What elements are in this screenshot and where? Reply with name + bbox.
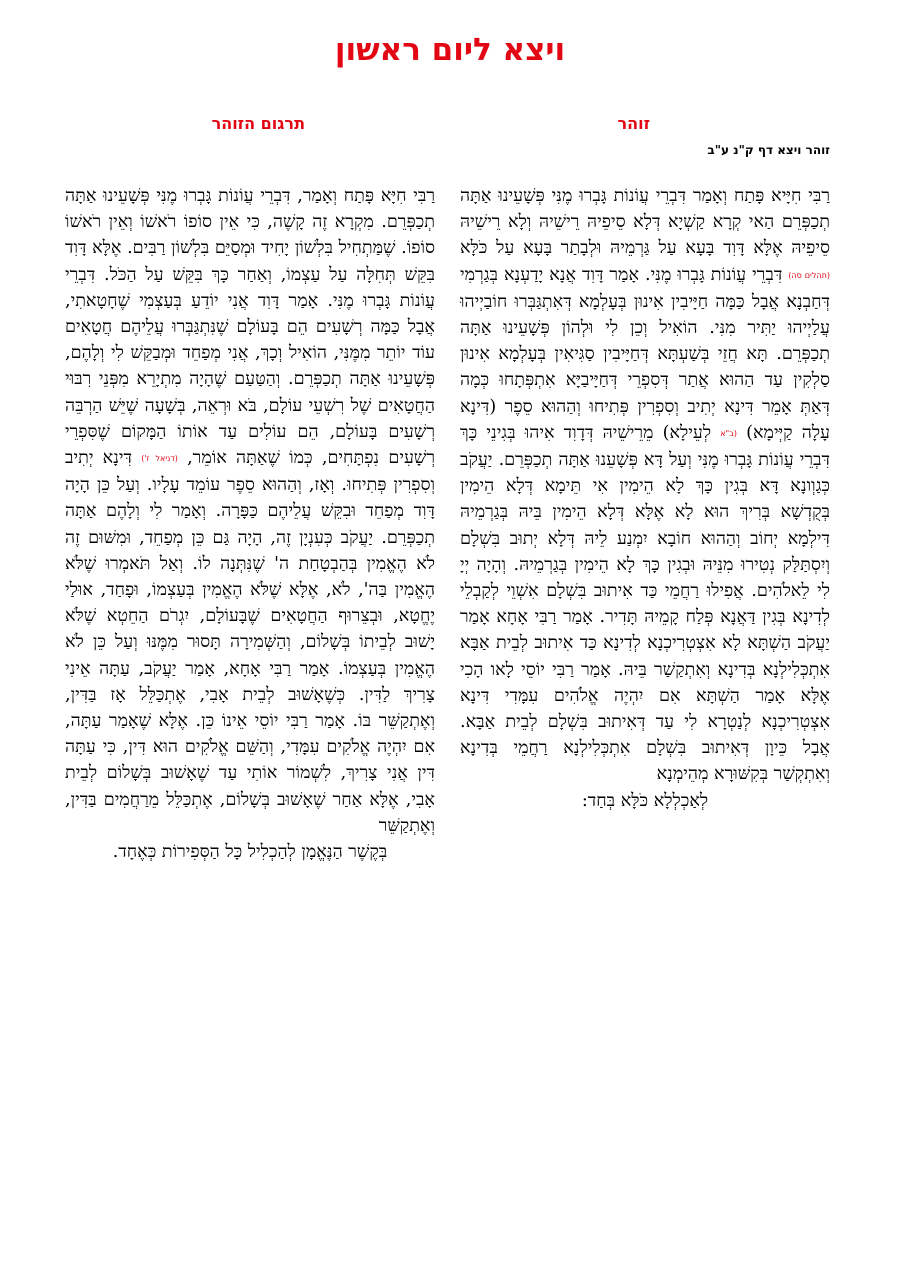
- translation-text-end: בְּקֶשֶׁר הַנֶּאֱמָן לְהַכְלִיל כָּל הַסְּפִירוֹת כְּאֶחָד.: [112, 842, 388, 863]
- source-reference: זוהר ויצא דף ק"נ ע"ב: [707, 143, 830, 157]
- zohar-text-end: לְאַכְלְלָא כֹּלָּא בְּחַד:: [581, 790, 709, 811]
- page-title: ויצא ליום ראשון: [334, 32, 566, 68]
- translation-text: [65, 183, 435, 839]
- zohar-text-part-1: רַבִּי חִיָּיא פָּתַח וְאָמַר דִּבְרֵי עֲוֹנוֹת גָּבְרוּ מֶנִּי פְּשָׁעֵינוּ אַתָּה תְכַפְּרֵם הַאי קְרָא קַשְׁיָא דְּלָא סֵיפֵיהּ רֵישֵׁיהּ וְלָא רֵישֵׁיהּ סֵיפֵיהּ אֶלָּא דָּוִד בָּעָא עַל גַּרְמֵיהּ וּלְבָתַר בָּעָא עַל כֹּלָּא: [460, 186, 830, 259]
- zohar-citation-2: (ב"א: [720, 428, 737, 438]
- zohar-aramaic-column: [460, 183, 830, 814]
- translation-citation-1: (דניאל ז'): [141, 454, 178, 464]
- zohar-text: [460, 183, 830, 788]
- translation-text-part-1: רַבִּי חִיָּא פָּתַח וְאָמַר, דִּבְרֵי עֲוֹנוֹת גָּבְרוּ מֶנִּי פְּשָׁעֵינוּ אַתָּה תְכַפְּרֵם. מִקְרָא זֶה קָשֶׁה, כִּי אֵין סוֹפוֹ רֹאשׁוֹ וְאֵין רֹאשׁוֹ סוֹפוֹ. שֶׁמַּתְחִיל בִּלְשׁוֹן יָחִיד וּמְסַיֵּם בִּלְשׁוֹן רַבִּים. אֶלָּא דָּוִד בִּקֵּשׁ תְּחִלָּה עַל עַצְמוֹ, וְאַחַר כָּךְ בִּקֵּשׁ עַל הַכֹּל. דִּבְרֵי עֲוֹנוֹת גָּבְרוּ מֶנִּי. אָמַר דָּוִד אֲנִי יוֹדֵעַ בְּעַצְמִי שֶׁחָטָאתִי, אֲבָל כַּמָּה רְשָׁעִים הֵם בָּעוֹלָם שֶׁנִּתְגַּבְּרוּ עֲלֵיהֶם חֲטָאִים עוֹד יוֹתֵר מִמֶּנִּי, הוֹאִיל וְכָךְ, אֲנִי מְפַחֵד וּמְבַקֵּשׁ לִי וְלָהֶם, פְּשָׁעֵינוּ אַתָּה תְכַפְּרֵם. וְהַטַּעַם שֶׁהָיָה מִתְיָרֵא מִפְּנֵי רִבּוּי הַחֲטָאִים שֶׁל רִשְׁעֵי עוֹלָם, בֹּא וּרְאֵה, בְּשָׁעָה שֶׁיֵּשׁ הַרְבֵּה רְשָׁעִים בָּעוֹלָם, הֵם עוֹלִים עַד אוֹתוֹ הַמָּקוֹם שֶׁסִּפְרֵי רְשָׁעִים נִפְתָּחִים, כְּמוֹ שֶׁאַתָּה אוֹמֵר,: [65, 186, 435, 469]
- hebrew-translation-column: [65, 183, 435, 865]
- zohar-text-part-2: דִּבְרֵי עֲוֹנוֹת גָּבְרוּ מֶנִּי. אָמַר דָּוִד אֲנָא יָדַעְנָא בְּגַרְמִי דְּחַבְנָא אֲבָל כַּמָּה חַיָּיבִין אִינוּן בְּעָלְמָא דְּאִתְגַּבְּרוּ חוֹבַיְיהוּ עֲלַיְיהוּ יַתִּיר מִנִּי. הוֹאִיל וְכֵן לִי וּלְהוֹן פְּשָׁעֵינוּ אַתָּה תְכַפְּרֵם. תָּא חֲזֵי בְּשַׁעְתָּא דְּחַיָּיבִין סַגִּיאִין בְּעָלְמָא אִינוּן סַלְקִין עַד הַהוּא אֲתַר דְּסִפְרֵי דְּחַיָּיבַיָּא אִתְפְּתָחוּ כְּמָה דְּאַתְּ אָמֵר דִּינָא יְתִיב וְסִפְרִין פְּתִיחוּ וְהַהוּא סֵפֶר (דִּינָא עָלָה קַיְּימָא): [460, 264, 831, 443]
- zohar-text-part-3: לְעֵילָא) מֵרֵישֵׁיהּ דְּדָוִד אִיהוּ בְּגִינֵי כָּךְ דִּבְרֵי עֲוֹנוֹת גָּבְרוּ מֶנִּי וְעַל דָּא פְּשָׁעֵנוּ אַתָּה תְכַפְּרֵם. יַעֲקֹב כְּגַוְונָא דָּא בְּגִין כָּךְ לָא הֵימִין אִי תֵּימָא דְּלָא הֵימִין בְּקֻדְשָׁא בְּרִיךְ הוּא לָא אֶלָּא דְּלָא הֵימִין בֵּיהּ בְּגַרְמֵיהּ דִּילְמָא יְחוֹב וְהַהוּא חוֹבָא יִמְנַע לֵיהּ דְּלָא יְתוּב בִּשְׁלָם וְיִסְתַּלַּק נְטִירוּ מִנֵּיהּ וּבְגִין כָּךְ לָא הֵימִין בְּגַרְמֵיהּ. וְהָיָה יְיָ לִי לֵאלֹהִים. אֲפִילוּ רַחֲמֵי כַּד אִיתוּב בִּשְׁלָם אִשְׁוֵי לְקַבְלֵי לְדִינָא בְּגִין דַּאֲנָא פְּלַח קָמֵיהּ תָּדִיר. אָמַר רַבִּי אָחָא אָמַר יַעֲקֹב הַשְׁתָּא לָא אִצְטְרִיכְנָא לְדִינָא כַּד אִיתוּב לְבֵית אַבָּא אִתְכְּלִילְנָא בְּדִינָא וְאִתְקַשַׁר בֵּיהּ. אָמַר רַבִּי יוֹסֵי לָאו הָכִי אֶלָּא אָמַר הַשְׁתָּא אִם יִהְיֶה אֱלֹהִים עִמָּדִי דִּינָא אִצְטְרִיכְנָא לְנַטְרָא לִי עַד דְּאִיתוּב בִּשְׁלָם לְבֵית אַבָּא. אֲבָל כֵּיוָן דְּאִיתוּב בִּשְׁלָם אִתְכְּלִילְנָא רַחֲמֵי בְּדִינָא וְאִתְקְשַׁר בְּקִשּׁוּרָא מְהֵימְנָא: [460, 422, 830, 785]
- zohar-citation-1: (תהלים סה): [788, 270, 830, 280]
- translation-text-part-2: דִּינָא יְתִיב וְסִפְרִין פְּתִיחוּ. וְאָז, וְהַהוּא סֵפֶר עוֹמֵד עָלָיו. וְעַל כֵּן הָיָה דָּוִד מְפַחֵד וּבִקֵּשׁ עֲלֵיהֶם כַּפָּרָה. וְאָמַר לִי וְלָהֶם אַתָּה תְכַפְּרֵם. יַעֲקֹב כְּעִנְיָן זֶה, הָיָה גַּם כֵּן מְפַחֵד, וּמִשּׁוּם זֶה לֹא הֶאֱמִין בְּהַבְטָחַת ה' שֶׁנִּתְּנָה לוֹ. וְאַל תֹּאמְרוּ שֶׁלֹּא הֶאֱמִין בַּה', לֹא, אֶלָּא שֶׁלֹּא הֶאֱמִין בְּעַצְמוֹ, וּפָחַד, אוּלַי יֶחֱטָא, וּבְצֵרוּף הַחֲטָאִים שֶׁבָּעוֹלָם, יִגְרֹם הַחֵטְא שֶׁלֹּא יָשׁוּב לְבֵיתוֹ בְּשָׁלוֹם, וְהַשְּׁמִירָה תָּסוּר מִמֶּנּוּ וְעַל כֵּן לֹא הֶאֱמִין בְּעַצְמוֹ. אָמַר רַבִּי אָחָא, אָמַר יַעֲקֹב, עַתָּה אֵינִי צָרִיךְ לַדִּין. כְּשֶׁאָשׁוּב לְבֵית אָבִי, אֶתְכַּלֵּל אָז בַּדִּין, וְאֶתְקַשֵּׁר בּוֹ. אָמַר רַבִּי יוֹסֵי אֵינוֹ כֵּן. אֶלָּא שֶׁאָמַר עַתָּה, אִם יִהְיֶה אֱלֹקִים עִמָּדִי, וְהַשֵּׁם אֱלֹקִים הוּא דִּין, כִּי עַתָּה דִּין אֲנִי צָרִיךְ, לִשְׁמוֹר אוֹתִי עַד שֶׁאָשׁוּב בְּשָׁלוֹם לְבֵית אָבִי, אֶלָּא אַחַר שֶׁאָשׁוּב בְּשָׁלוֹם, אֶתְכַּלֵּל מֵרַחֲמִים בַּדִּין, וְאֶתְקַשֵּׁר: [65, 448, 435, 836]
- zohar-column-heading: זוהר: [617, 114, 650, 133]
- translation-column-heading: תרגום הזוהר: [211, 114, 305, 133]
